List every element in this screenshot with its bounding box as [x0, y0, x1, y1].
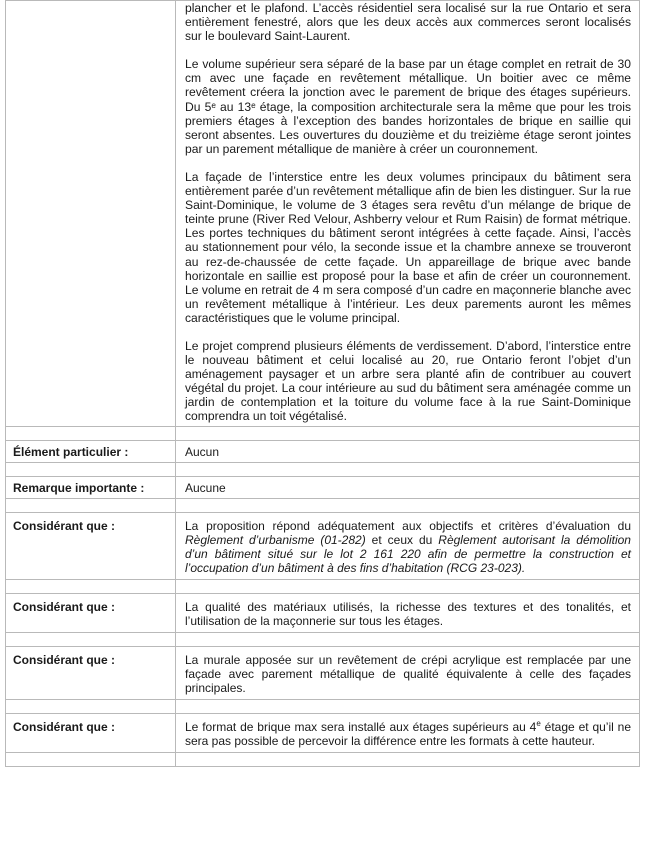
spacer-row	[6, 752, 640, 766]
considerant-row-2	[6, 593, 640, 632]
description-paragraph: plancher et le plafond. L’accès résidentiel sera localisé sur la rue Ontario et sera entièrement fenestré, alors que les deux accès aux commerces seront localisés sur le boulevard Saint-Laurent.	[185, 1, 631, 44]
description-paragraph: La façade de l’interstice entre les deux volumes principaux du bâtiment sera entièrement parée d’un revêtement métallique afin de bien les distinguer. Sur la rue Saint-Dominique, le volume de 3 étages sera revêtu d’un mélange de brique de teinte prune (River Red Velour, Ashberry velour et Rum Raisin) de format métrique. Les portes techniques du bâtiment seront intégrées à cette façade. Ainsi, l’accès au stationnement pour vélo, la seconde issue et la chambre annexe se trouveront au rez-de-chaussée de cette façade. Un appareillage de brique avec bande horizontale en saillie est proposé pour la base et afin de créer un couronnement. Le volume en retrait de 4 m sera composé d’un cadre en maçonnerie blanche avec un revêtement métallique à l’intérieur. Les deux parements auront les mêmes caractéristiques que le volume principal.	[185, 169, 631, 325]
considerant-value-1	[176, 512, 640, 579]
spacer-row	[6, 426, 640, 440]
spacer-row	[6, 462, 640, 476]
considerant-value-4	[176, 713, 640, 752]
considerant-value-3: La murale apposée sur un revêtement de crépi acrylique est remplacée par une façade avec parement métallique de qualité équivalente à celle des façades principales.	[176, 646, 640, 699]
description-row	[6, 1, 640, 427]
spacer-row	[6, 579, 640, 593]
element-particulier-label: Élément particulier :	[6, 440, 176, 462]
spacer-row	[6, 498, 640, 512]
considerant-text: et ceux du	[365, 532, 439, 547]
considerant-label: Considérant que :	[6, 512, 176, 579]
ordinal-suffix: e	[536, 718, 541, 728]
description-label-cell	[6, 1, 176, 427]
element-particulier-row	[6, 440, 640, 462]
spacer-row	[6, 632, 640, 646]
considerant-label: Considérant que :	[6, 713, 176, 752]
remarque-importante-row	[6, 476, 640, 498]
remarque-importante-value: Aucune	[176, 476, 640, 498]
considerant-value-2: La qualité des matériaux utilisés, la richesse des textures et des tonalités, et l’utilisation de la maçonnerie sur tous les étages.	[176, 593, 640, 632]
considerant-row-4	[6, 713, 640, 752]
element-particulier-value: Aucun	[176, 440, 640, 462]
regulation-reference: Règlement autorisant la démolition d’un bâtiment situé sur le lot 2 161 220 afin de permettre la construction et l’occupation d’un bâtiment à des fins d’habitation (RCG 23-023).	[185, 532, 631, 575]
considerant-text: étage et qu’il ne sera pas possible de percevoir la différence entre les formats à cette hauteur.	[185, 719, 631, 748]
considerant-row-1	[6, 512, 640, 579]
remarque-importante-label: Remarque importante :	[6, 476, 176, 498]
description-paragraph: Le projet comprend plusieurs éléments de verdissement. D’abord, l’interstice entre le nouveau bâtiment et celui localisé au 20, rue Ontario feront l’objet d’un aménagement paysager et un arbre sera planté afin de contribuer au couvert végétal du projet. La cour intérieure au sud du bâtiment sera aménagée comme un jardin de contemplation et la toiture du volume face à la rue Saint-Dominique comprendra un toit végétalisé.	[185, 338, 631, 424]
considerant-text: La proposition répond adéquatement aux objectifs et critères d’évaluation du	[185, 518, 631, 533]
description-paragraph: Le volume supérieur sera séparé de la base par un étage complet en retrait de 30 cm avec une façade en revêtement métallique. Un boitier avec ce même revêtement créera la jonction avec le parement de brique des étages supérieurs. Du 5ᵉ au 13ᵉ étage, la composition architecturale sera la même que pour les trois premiers étages à l’exception des bandes horizontales de brique en saillie qui seront absentes. Les ouvertures du douzième et du treizième étage seront jointes par un parement métallique de manière à créer un couronnement.	[185, 57, 631, 156]
spacer-row	[6, 699, 640, 713]
regulation-reference: Règlement d’urbanisme (01-282)	[185, 532, 366, 547]
description-cell	[176, 1, 640, 427]
considerant-text: Le format de brique max sera installé aux étages supérieurs au 4	[185, 719, 537, 734]
evaluation-table	[5, 0, 640, 767]
considerant-row-3	[6, 646, 640, 699]
considerant-label: Considérant que :	[6, 593, 176, 632]
considerant-label: Considérant que :	[6, 646, 176, 699]
